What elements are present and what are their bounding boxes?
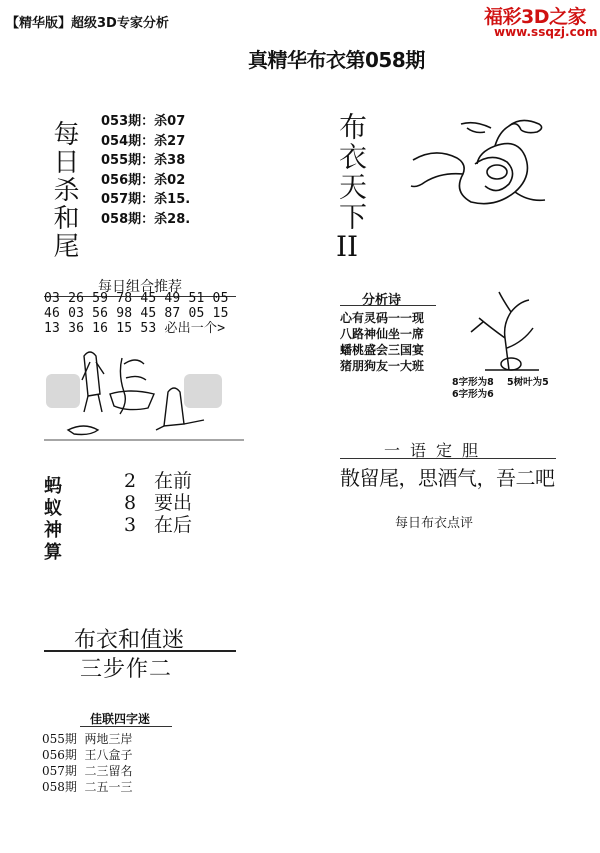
four-char-issue: 056期 [42,748,77,762]
ant-god-text: 在前 [154,470,193,492]
ant-god-text: 在后 [154,514,193,536]
four-char-text: 二五一三 [84,780,133,794]
site-logo-title[interactable]: 福彩3D之家 [484,6,586,28]
kill-value: 杀27 [154,133,186,149]
kill-value: 杀02 [154,172,186,188]
poem-divider [340,305,436,306]
kill-issue: 053期 [101,114,142,129]
kill-value: 杀38 [154,153,186,169]
issue-title: 真精华布衣第058期 [248,48,425,72]
combo-title: 每日组合推荐 [44,276,236,297]
daily-kill-title: 每日杀和尾 [49,120,79,260]
kill-row: 057期：杀15. [101,192,191,208]
shape-note [452,377,549,389]
four-char-title: 佳联四字迷 [90,712,151,726]
four-char-list [42,731,133,795]
poem-line: 猪朋狗友一大班 [340,359,425,373]
phrase-title: 一语定胆 [384,441,489,460]
kill-issue: 054期 [101,133,142,149]
site-logo-url[interactable]: www.ssqzj.com [494,25,598,39]
shape-note-8: 8字形为8 [452,377,494,388]
bird-illustration [405,112,555,212]
four-char-text: 王八盒子 [84,748,133,762]
kill-value: 杀15. [154,192,191,208]
phrase-text: 散留尾，思酒气，吾二吧 [340,466,555,490]
poem-lines [340,310,424,374]
scholar-illustration [44,334,244,446]
four-char-issue: 057期 [42,764,77,778]
riddle-title: 布衣和值迷 [74,628,185,653]
shape-note-5: 5树叶为5 [506,377,549,388]
combo-row: 13 36 16 15 53 必出一个> [44,321,226,336]
four-char-row [42,763,133,779]
four-char-issue: 058期 [42,780,77,794]
ant-god-row [124,470,192,492]
daily-review-label: 每日布衣点评 [395,516,474,531]
kill-issue: 057期 [101,192,142,208]
combo-row: 46 03 56 98 45 87 05 15 [44,306,229,321]
poem-line: 蟠桃盛会三国宴 [340,343,425,357]
kill-row: 058期：杀28. [101,211,191,227]
kill-value: 杀28. [154,211,191,227]
four-char-row [42,731,133,747]
kill-issue: 058期 [101,211,142,227]
four-char-text: 两地三岸 [84,732,133,746]
kill-value: 杀07 [154,114,186,129]
shape-notes [452,377,549,401]
ant-god-row [124,514,192,536]
four-char-row [42,747,133,763]
buyi-tianxia-text: 布衣天下 [335,112,368,232]
four-char-row [42,779,133,795]
ant-god-number: 2 [124,470,137,492]
kill-row: 054期：杀27 [101,133,186,149]
poem-title: 分析诗 [362,293,402,308]
kill-issue: 056期 [101,172,142,188]
four-char-issue: 055期 [42,732,77,746]
ant-god-title: 蚂蚁神算 [44,476,62,563]
buyi-tianxia-suffix: II [336,230,359,263]
ant-god-number: 3 [124,514,137,536]
ant-god-rows [124,470,192,536]
poem-line: 心有灵码一一现 [340,311,425,325]
kill-row: 055期：杀38 [101,153,186,169]
kill-row: 056期：杀02 [101,172,186,188]
ant-god-number: 8 [124,492,137,514]
four-char-divider [80,726,172,727]
riddle-text: 三步作二 [80,657,173,682]
shape-note-6: 6字形为6 [452,389,494,400]
header-label: 【精华版】超级3D专家分析 [6,16,169,31]
combo-row: 03 26 59 78 45 49 51 05 [44,291,229,306]
phrase-divider [340,458,556,459]
buyi-tianxia-title [336,112,366,262]
tree-illustration [455,288,550,373]
kill-issue: 055期 [101,153,142,169]
four-char-text: 二三留名 [84,764,133,778]
poem-line: 八路神仙坐一席 [340,327,425,341]
ant-god-row [124,492,192,514]
kill-row: 053期：杀07 [101,114,186,129]
daily-kill-list [101,112,190,230]
ant-god-text: 要出 [154,492,193,514]
combo-grid [44,291,229,336]
